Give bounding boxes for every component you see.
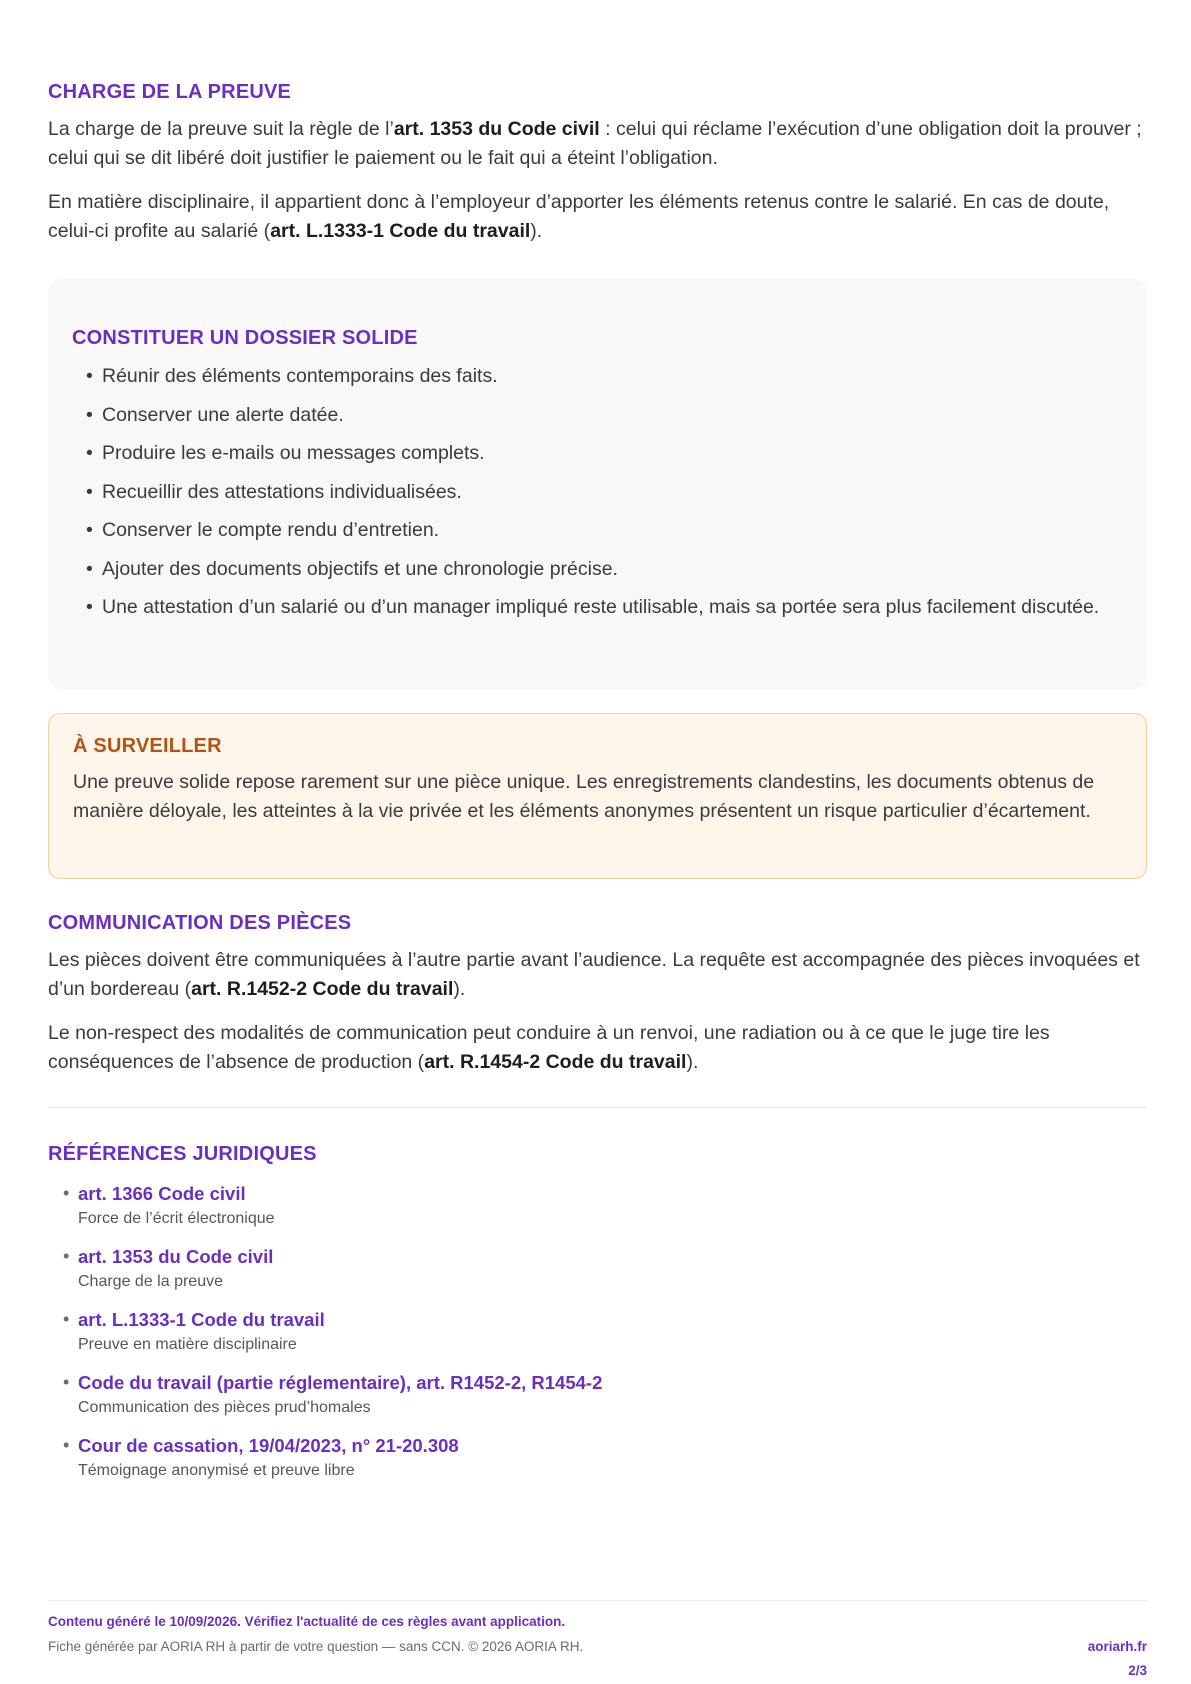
list-item: • Une attestation d’un salarié ou d’un manager impliqué reste utilisable, mais sa portée sera plus facilement discutée. xyxy=(102,593,1123,622)
section-title: CHARGE DE LA PREUVE xyxy=(48,81,292,103)
section-title: CONSTITUER UN DOSSIER SOLIDE xyxy=(72,327,418,349)
section-title: COMMUNICATION DES PIÈCES xyxy=(48,912,352,934)
page-number: 2/3 xyxy=(1128,1663,1147,1678)
dossier-solide-box xyxy=(48,279,1147,689)
section-references xyxy=(48,1143,1147,1495)
reference-title: • Code du travail (partie réglementaire), art. R1452-2, R1454-2 xyxy=(78,1372,603,1393)
reference-title: • art. 1366 Code civil xyxy=(78,1183,246,1204)
reference-description: Communication des pièces prud’homales xyxy=(78,1399,371,1416)
text-run: : celui qui réclame l’exécution d’une obligation doit la prouver ; celui qui se dit libéré doit justifier le paiement ou le fait qui a éteint l’obligation. xyxy=(48,118,1142,169)
list-item: • Ajouter des documents objectifs et une chronologie précise. xyxy=(102,555,1123,584)
list-item: • Conserver une alerte datée. xyxy=(102,401,1123,430)
section-charge-preuve xyxy=(48,81,1147,246)
reference-item xyxy=(78,1369,1147,1419)
list-item: • Réunir des éléments contemporains des faits. xyxy=(102,362,1123,391)
reference-title: • art. L.1333-1 Code du travail xyxy=(78,1309,325,1330)
dossier-checklist xyxy=(72,362,1123,622)
paragraph xyxy=(48,1019,1147,1077)
legal-reference: art. L.1333-1 Code du travail xyxy=(270,220,531,242)
text-run: ). xyxy=(530,220,543,242)
text-run: En matière disciplinaire, il appartient donc à l’employeur d’apporter les éléments retenus contre le salarié. En cas de doute, celui-ci profite au salarié ( xyxy=(48,191,1110,242)
warning-text: Une preuve solide repose rarement sur une pièce unique. Les enregistrements clandestins, les documents obtenus de manière déloyale, les atteintes à la vie privée et les éléments anonymes présentent un risque particulier d’écartement. xyxy=(73,771,1095,822)
reference-item xyxy=(78,1306,1147,1356)
list-item: • Conserver le compte rendu d’entretien. xyxy=(102,516,1123,545)
page-footer xyxy=(48,1600,1147,1678)
warning-title: À SURVEILLER xyxy=(73,735,222,757)
reference-item xyxy=(78,1180,1147,1230)
list-item: • Produire les e-mails ou messages complets. xyxy=(102,439,1123,468)
text-run: ). xyxy=(686,1051,699,1073)
list-item: • Recueillir des attestations individualisées. xyxy=(102,478,1123,507)
paragraph xyxy=(48,946,1147,1004)
reference-description: Preuve en matière disciplinaire xyxy=(78,1336,297,1353)
text-run: ). xyxy=(453,978,466,1000)
reference-description: Charge de la preuve xyxy=(78,1273,223,1290)
text-run: Les pièces doivent être communiquées à l’autre partie avant l’audience. La requête est accompagnée des pièces invoquées et d’un bordereau ( xyxy=(48,949,1140,1000)
legal-reference: art. 1353 du Code civil xyxy=(393,118,600,140)
paragraph xyxy=(48,115,1147,173)
paragraph xyxy=(48,188,1147,246)
reference-description: Force de l’écrit électronique xyxy=(78,1210,275,1227)
reference-item xyxy=(78,1432,1147,1482)
text-run: Le non-respect des modalités de communication peut conduire à un renvoi, une radiation ou à ce que le juge tire les conséquences de l’absence de production ( xyxy=(48,1022,1050,1073)
section-title: RÉFÉRENCES JURIDIQUES xyxy=(48,1143,317,1165)
generation-notice: Contenu généré le 10/09/2026. Vérifiez l'actualité de ces règles avant application. xyxy=(48,1614,566,1629)
warning-callout xyxy=(48,713,1147,879)
references-list xyxy=(48,1180,1147,1482)
legal-reference: art. R.1454-2 Code du travail xyxy=(424,1051,687,1073)
section-communication xyxy=(48,912,1147,1077)
section-divider xyxy=(48,1107,1147,1108)
site-link[interactable]: aoriarh.fr xyxy=(1087,1639,1147,1654)
reference-item xyxy=(78,1243,1147,1293)
reference-title: • Cour de cassation, 19/04/2023, n° 21-20.308 xyxy=(78,1435,459,1456)
legal-reference: art. R.1452-2 Code du travail xyxy=(191,978,454,1000)
reference-title: • art. 1353 du Code civil xyxy=(78,1246,274,1267)
reference-description: Témoignage anonymisé et preuve libre xyxy=(78,1462,355,1479)
text-run: La charge de la preuve suit la règle de l’ xyxy=(48,118,394,140)
credit-line: Fiche générée par AORIA RH à partir de votre question — sans CCN. © 2026 AORIA RH. xyxy=(48,1639,584,1654)
